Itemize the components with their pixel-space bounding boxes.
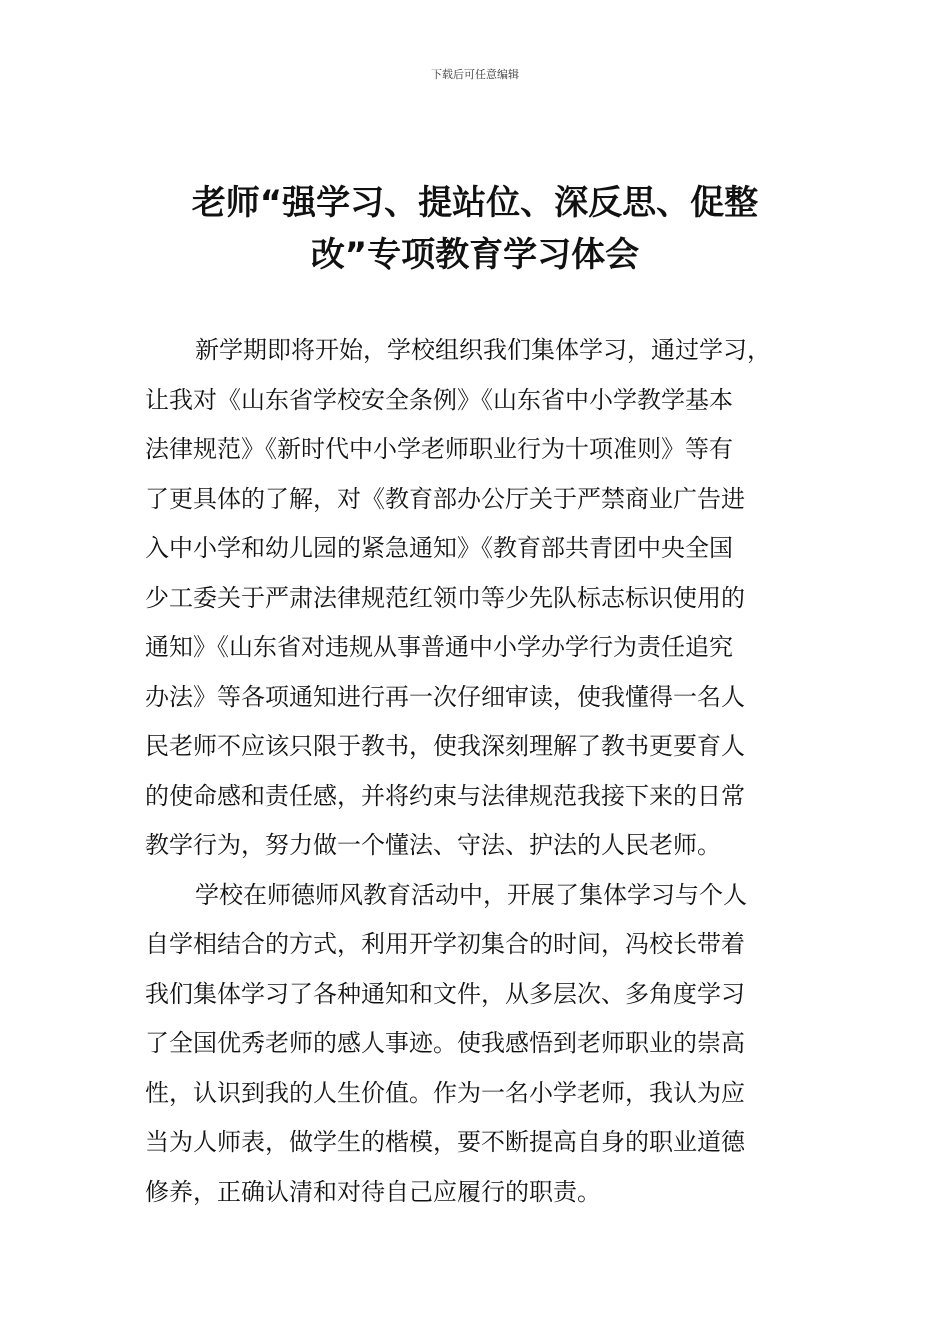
paragraph-line: 少工委关于严肃法律规范红领巾等少先队标志标识使用的 <box>145 583 745 612</box>
header-note: 下载后可任意编辑 <box>431 68 519 81</box>
paragraph-line: 入中小学和幼儿园的紧急通知》《教育部共青团中央全国 <box>145 534 733 562</box>
paragraph-line: 学校在师德师风教育活动中，开展了集体学习与个人 <box>195 880 747 909</box>
paragraph-line: 我们集体学习了各种通知和文件，从多层次、多角度学习 <box>145 979 745 1008</box>
paragraph-line: 了更具体的了解，对《教育部办公厅关于严禁商业广告进 <box>145 484 745 513</box>
paragraph-line: 性，认识到我的人生价值。作为一名小学老师，我认为应 <box>145 1078 745 1107</box>
paragraph-1 <box>145 326 810 871</box>
paragraph-line: 了全国优秀老师的感人事迹。使我感悟到老师职业的崇高 <box>145 1029 745 1057</box>
paragraph-line: 当为人师表，做学生的楷模，要不断提高自身的职业道德 <box>145 1128 745 1156</box>
paragraph-line: 通知》《山东省对违规从事普通中小学办学行为责任追究 <box>145 633 733 661</box>
title-line-2: 改”专项教育学习体会 <box>310 235 640 275</box>
paragraph-line: 的使命感和责任感，并将约束与法律规范我接下来的日常 <box>145 781 745 810</box>
paragraph-line: 法律规范》《新时代中小学老师职业行为十项准则》等有 <box>145 435 733 463</box>
paragraph-2 <box>145 871 810 1218</box>
body-text <box>145 326 810 1217</box>
paragraph-line: 让我对《山东省学校安全条例》《山东省中小学教学基本 <box>145 385 733 414</box>
paragraph-line: 办法》等各项通知进行再一次仔细审读，使我懂得一名人 <box>145 682 745 711</box>
paragraph-line: 新学期即将开始，学校组织我们集体学习，通过学习， <box>195 336 771 364</box>
paragraph-line: 民老师不应该只限于教书，使我深刻理解了教书更要育人 <box>145 732 745 760</box>
title-line-1: 老师“强学习、提站位、深反思、促整 <box>191 183 759 223</box>
paragraph-line: 自学相结合的方式，利用开学初集合的时间，冯校长带着 <box>145 930 745 958</box>
paragraph-line: 修养，正确认清和对待自己应履行的职责。 <box>145 1177 601 1206</box>
paragraph-line: 教学行为，努力做一个懂法、守法、护法的人民老师。 <box>145 831 721 859</box>
document-title <box>0 177 950 281</box>
